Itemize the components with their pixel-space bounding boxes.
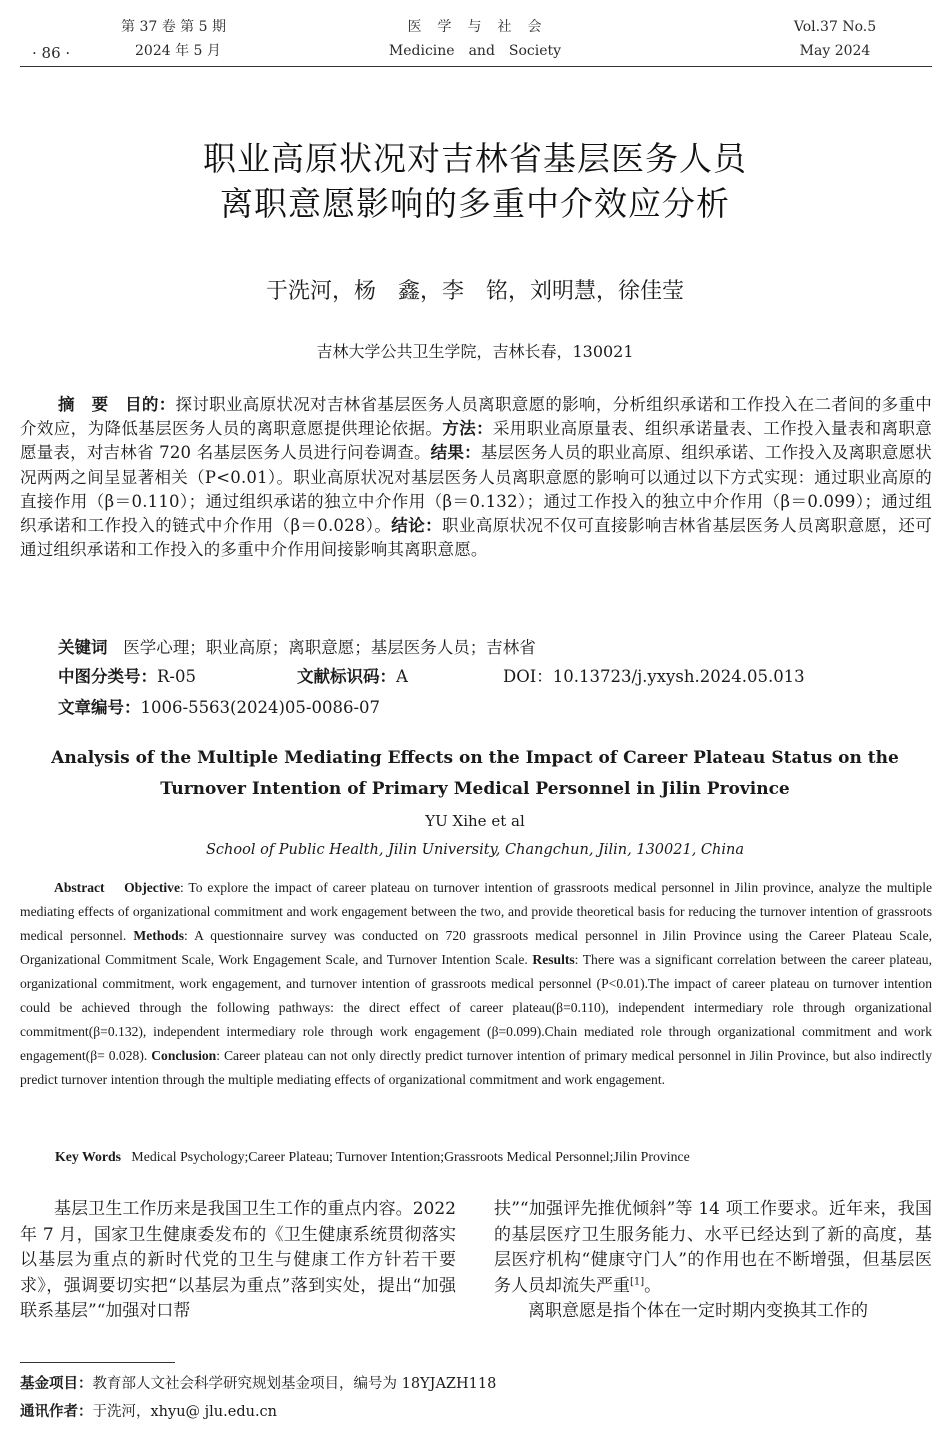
corresponding-author-label: 通讯作者： <box>20 1404 93 1420</box>
author-list: 于洗河，杨 鑫，李 铭，刘明慧，徐佳莹 <box>265 279 684 304</box>
paper-title <box>0 136 950 226</box>
en-results-label: Results <box>532 952 575 967</box>
corresponding-author-text: 于洗河，xhyu@ jlu.edu.cn <box>92 1404 278 1420</box>
cn-abstract-label: 摘 要 <box>58 395 109 414</box>
cn-abstract <box>20 393 932 562</box>
cn-keywords: 医学心理；职业高原；离职意愿；基层医务人员；吉林省 <box>123 638 536 657</box>
affiliation: 吉林大学公共卫生学院，吉林长春，130021 <box>316 342 634 361</box>
cn-methods-label: 方法： <box>442 419 493 439</box>
cn-objective-text: 探讨职业高原状况对吉林省基层医务人员离职意愿的影响，分析组织承诺和工作投入在二者间的多重中介效应，为降低基层医务人员的离职意愿提供理论依据。 <box>20 395 932 439</box>
doi: DOI：10.13723/j.yxysh.2024.05.013 <box>503 667 805 686</box>
en-results-text: : There was a significant correlation between the career plateau, organizational commitment, work engagement, and turnover intention of grassroots medical personnel (P<0.01).The impact of career plateau on turnover intention could be achieved through the following pathways: the direct effect of career plateau(β=0.110), independent intermediary role through organizational commitment(β=0.132), independent intermediary role through work engagement (β=0.099).Chain mediated role through organizational commitment and work engagement(β= 0.028). <box>20 952 932 1063</box>
en-conclusion-label: Conclusion <box>151 1048 217 1063</box>
cn-conclusion-text: 职业高原状况不仅可直接影响吉林省基层医务人员离职意愿，还可通过组织承诺和工作投入的多重中介作用间接影响其离职意愿。 <box>20 516 932 560</box>
journal-date: 2024 年 5 月 <box>135 43 221 59</box>
en-title-line1: Analysis of the Multiple Mediating Effects on the Impact of Career Plateau Status on the <box>51 748 899 768</box>
cn-keywords-label: 关键词 <box>58 638 108 657</box>
reference-marker[interactable]: [1] <box>630 1275 645 1287</box>
en-keywords: Medical Psychology;Career Plateau; Turnover Intention;Grassroots Medical Personnel;Jilin Province <box>131 1149 690 1164</box>
funding-note <box>20 1374 496 1394</box>
journal-volume-en: Vol.37 No.5 <box>793 19 877 35</box>
cn-keywords-line <box>58 636 536 660</box>
cn-objective-label: 目的： <box>125 395 176 414</box>
body-paragraph-1: 基层卫生工作历来是我国卫生工作的重点内容。2022 年 7 月，国家卫生健康委发布的《卫生健康系统贯彻落实以基层为重点的新时代党的卫生与健康工作方针若干要求》，强调要切实把“以基层为重点”落到实处，提出“加强联系基层”“加强对口帮 <box>20 1199 456 1321</box>
clc-value: R-05 <box>157 667 196 686</box>
funding-text: 教育部人文社会科学研究规划基金项目，编号为 18YJAZH118 <box>92 1376 497 1392</box>
en-affiliation: School of Public Health, Jilin University, Changchun, Jilin, 130021, China <box>205 842 744 858</box>
cn-results-label: 结果： <box>430 443 481 463</box>
en-keywords-label: Key Words <box>55 1149 122 1164</box>
en-conclusion-text: : Career plateau can not only directly predict turnover intention of primary medical personnel in Jilin Province, but also indirectly predict turnover intention through the multiple mediating effects of organizational commitment and work engagement. <box>20 1048 933 1087</box>
paper-title-line1: 职业高原状况对吉林省基层医务人员 <box>203 139 747 178</box>
journal-name-cn: 医 学 与 社 会 <box>407 19 543 35</box>
en-methods-label: Methods <box>133 928 184 943</box>
cn-results-text: 基层医务人员的职业高原、组织承诺、工作投入及离职意愿状况两两之间呈显著相关（P<0.01）。职业高原状况对基层医务人员离职意愿的影响可以通过以下方式实现：通过职业高原的直接作用（β＝0.110）；通过组织承诺的独立中介作用（β＝0.132）；通过工作投入的独立中介作用（β＝0.099）；通过组织承诺和工作投入的链式中介作用（β＝0.028）。 <box>20 443 932 536</box>
paper-title-line2: 离职意愿影响的多重中介效应分析 <box>220 184 730 223</box>
doc-code-label: 文献标识码： <box>297 667 396 686</box>
en-title <box>0 743 950 805</box>
header-rule <box>20 66 932 67</box>
doc-code-line <box>297 665 408 689</box>
body-paragraph-1-continued <box>494 1197 932 1299</box>
corresponding-author-note <box>20 1402 277 1422</box>
journal-name-en: Medicine and Society <box>388 43 562 59</box>
clc-line <box>58 665 196 689</box>
en-keywords-line <box>55 1146 935 1168</box>
footnote-rule <box>20 1362 175 1363</box>
article-number-value: 1006-5563(2024)05-0086-07 <box>140 698 381 717</box>
article-number-label: 文章编号： <box>58 698 141 717</box>
cn-methods-text: 采用职业高原量表、组织承诺量表、工作投入量表和离职意愿量表，对吉林省 720 名基层医务人员进行问卷调查。 <box>20 419 933 463</box>
body-paragraph-2: 离职意愿是指个体在一定时期内变换其工作的 <box>528 1301 868 1321</box>
page-number: · 86 · <box>32 44 71 62</box>
cn-conclusion-label: 结论： <box>391 516 443 536</box>
body-right-column <box>494 1197 932 1325</box>
en-title-line2: Turnover Intention of Primary Medical Personnel in Jilin Province <box>160 779 790 799</box>
funding-label: 基金项目： <box>20 1376 93 1392</box>
journal-date-en: May 2024 <box>799 43 871 59</box>
body-left-column <box>20 1197 456 1325</box>
body-paragraph-1-continued-text: 扶”“加强评先推优倾斜”等 14 项工作要求。近年来，我国的基层医疗卫生服务能力、水平已经达到了新的高度，基层医疗机构“健康守门人”的作用也在不断增强，但基层医务人员却流失严重 <box>494 1199 932 1296</box>
article-number-line <box>58 696 380 720</box>
journal-volume-issue: 第 37 卷 第 5 期 <box>121 19 226 35</box>
clc-label: 中图分类号： <box>58 667 157 686</box>
body-paragraph-1-end: 。 <box>644 1275 662 1296</box>
en-objective-label: Objective <box>124 880 180 895</box>
en-objective-text: : To explore the impact of career plateau on turnover intention of grassroots medical personnel in Jilin province, analyze the multiple mediating effects of organizational commitment and work engagement between the two, and provide theoretical basis for reducing the turnover intention of grassroots medical personnel. <box>20 880 933 943</box>
en-abstract-label: Abstract <box>54 880 105 895</box>
en-author: YU Xihe et al <box>425 812 525 830</box>
en-methods-text: : A questionnaire survey was conducted on 720 grassroots medical personnel in Jilin Province using the Career Plateau Scale, Organizational Commitment Scale, Work Engagement Scale, and Turnover Intention Scale. <box>20 928 932 967</box>
doc-code-value: A <box>396 667 408 686</box>
en-abstract <box>20 876 932 1092</box>
